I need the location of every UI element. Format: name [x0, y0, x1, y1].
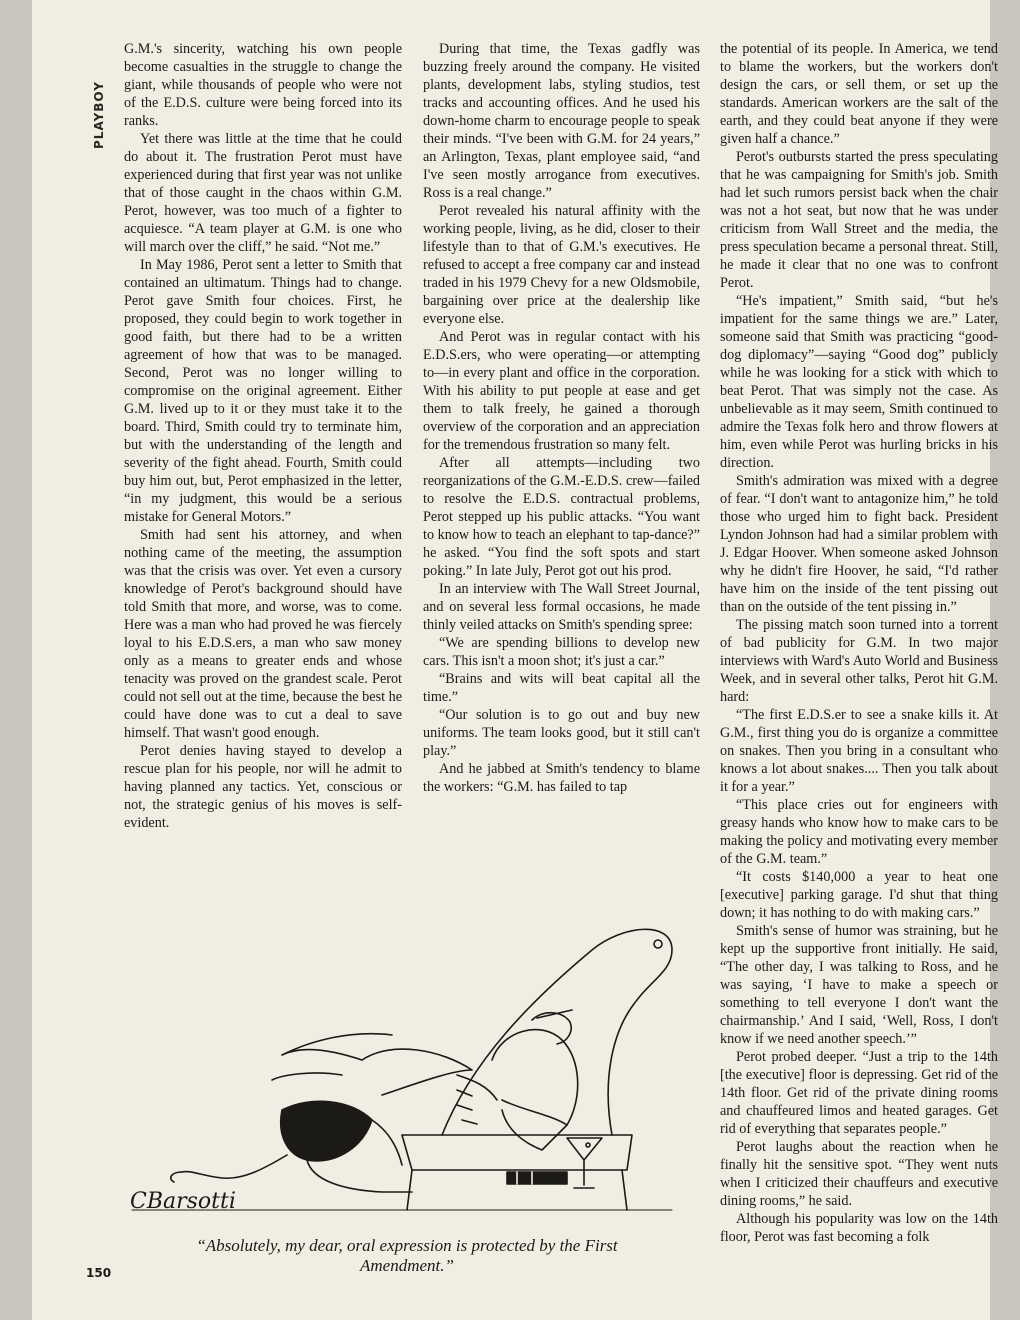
paragraph: “The first E.D.S.er to see a snake kills it. At G.M., first thing you do is organize a committee on snakes. Then you bring in a consultant who knows a lot about snakes.... Then you talk about it for a year.” [720, 707, 998, 795]
paragraph: Perot probed deeper. “Just a trip to the 14th [the executive] floor is depressing. Get rid of the 14th floor. Get rid of the private dining rooms and chauffeured limos and heated garages. Get rid of everything that separates people.” [720, 1049, 998, 1137]
paragraph: the potential of its people. In America, we tend to blame the workers, but the workers don't design the cars, or sell them, or set up the standards. American workers are the salt of the earth, and they could beat anyone if they were given half a chance.” [720, 41, 998, 147]
paragraph: In an interview with The Wall Street Journal, and on several less formal occasions, he made thinly veiled attacks on Smith's spending spree: [423, 581, 700, 633]
paragraph: Perot's outbursts started the press speculating that he was campaigning for Smith's job. Smith had let such rumors persist back when the chair was not a hot seat, but now that he was under criticism from Wall Street and the media, the press speculation became a personal threat. Still, he made it clear that no one was to confront Perot. [720, 149, 998, 291]
paragraph: G.M.'s sincerity, watching his own people become casualties in the struggle to change the giant, while thousands of people who were not of the E.D.S. culture were being forced into its ranks. [124, 41, 402, 129]
paragraph: Perot denies having stayed to develop a rescue plan for his people, nor will he admit to having planned any tactics. Yet, conscious or not, the strategic genius of his moves is self-evident. [124, 743, 402, 831]
magazine-page [32, 0, 998, 1320]
artist-signature: CBarsotti [130, 1189, 236, 1214]
paragraph: And Perot was in regular contact with his E.D.S.ers, who were operating—or attempting to—in every plant and office in the corporation. With his ability to put people at ease and get them to talk freely, he gained a thorough overview of the corporation and an appreciation for the tremendous frustration so many felt. [423, 329, 700, 453]
paragraph: “This place cries out for engineers with greasy hands who know how to make cars to be making the policy and motivating every member of the G.M. team.” [720, 797, 998, 867]
paragraph: During that time, the Texas gadfly was buzzing freely around the company. He visited plants, development labs, styling studios, test tracks and accounting offices. And he used his down-home charm to encourage people to speak their minds. “I've been with G.M. for 24 years,” an Arlington, Texas, plant employee said, “and I've seen mostly arrogance from executives. Ross is a real change.” [423, 41, 700, 201]
paragraph: “It costs $140,000 a year to heat one [executive] parking garage. I'd shut that thing down; it has nothing to do with making cars.” [720, 869, 998, 921]
paragraph: The pissing match soon turned into a torrent of bad publicity for G.M. In two major interviews with Ward's Auto World and Business Week, and in several other talks, Perot hit G.M. hard: [720, 617, 998, 705]
page-number: 150 [86, 1266, 112, 1280]
paragraph: Smith's sense of humor was straining, but he kept up the supportive front initially. He said, “The other day, I was talking to Ross, and he was saying, ‘I have to make a speech or something to tell everyone I don't want the chairmanship.’ And I said, ‘Well, Ross, I don't know if we need another speech.’” [720, 923, 998, 1047]
paragraph: Smith's admiration was mixed with a degree of fear. “I don't want to antagonize him,” he told those who urged him to fight back. President Lyndon Johnson had had a similar problem with J. Edgar Hoover. When someone asked Johnson why he didn't fire Hoover, he said, “I'd rather have him on the inside of the tent pissing out than on the outside of the tent pissing in.” [720, 473, 998, 615]
paragraph: Perot revealed his natural affinity with the working people, living, as he did, closer to their lifestyle than to that of G.M.'s executives. He refused to accept a free company car and instead traded in his 1979 Chevy for a new Oldsmobile, bargaining over price at the dealership like everyone else. [423, 203, 700, 327]
magazine-masthead: PLAYBOY [92, 81, 106, 149]
paragraph: Yet there was little at the time that he could do about it. The frustration Perot must have experienced during that first year was not unlike that of those caught in the chaos within G.M. Perot, however, was too much of a fighter to acquiesce. “A team player at G.M. is one who will march over the cliff,” he said. “Not me.” [124, 131, 402, 255]
paragraph: Smith had sent his attorney, and when nothing came of the meeting, the assumption was that the crisis was over. Yet even a cursory knowledge of Perot's background should have told Smith that more, and worse, was to come. Here was a man who had proved he was fiercely loyal to his E.D.S.ers, a man who saw money only as a means to greater ends and whose tenacity was proved on the grandest scale. Perot could not sell out at the time, because the best he could have done was to cut a deal to save himself. That wasn't good enough. [124, 527, 402, 741]
paragraph: Although his popularity was low on the 14th floor, Perot was fast becoming a folk [720, 1211, 998, 1245]
text-column-1 [124, 40, 402, 832]
text-column-2 [423, 40, 700, 796]
text-column-3 [720, 40, 998, 1246]
paragraph: “He's impatient,” Smith said, “but he's impatient for the same things we are.” Later, someone said that Smith was practicing “good-dog diplomacy”—saying “Good dog” publicly while he was looking for a stick with which to beat Perot. That was simply not the case. As unbelievable as it may seem, Smith continued to admire the Texas folk hero and throw flowers at him, even while Perot was hurling bricks in his direction. [720, 293, 998, 471]
paragraph: Perot laughs about the reaction when he finally hit the sensitive spot. “They went nuts when I criticized their chauffeurs and executive dining rooms,” he said. [720, 1139, 998, 1209]
cartoon-illustration [112, 910, 692, 1230]
paragraph: “Our solution is to go out and buy new uniforms. The team looks good, but it still can't play.” [423, 707, 700, 759]
paragraph: “We are spending billions to develop new cars. This isn't a moon shot; it's just a car.” [423, 635, 700, 669]
paragraph: In May 1986, Perot sent a letter to Smith that contained an ultimatum. Things had to change. Perot gave Smith four choices. First, he proposed, they could begin to work together in good faith, but there had to be a written agreement of how that was to be managed. Second, Perot was no longer willing to compromise on the original agreement. Either G.M. lived up to it or they must take it to the board. Third, Smith could try to terminate him, but with the understanding of the length and severity of the fight ahead. Fourth, Smith could buy him out, but, Perot emphasized in the letter, “in my judgment, this would be a serious mistake for General Motors.” [124, 257, 402, 525]
paragraph: After all attempts—including two reorganizations of the G.M.-E.D.S. crew—failed to resolve the E.D.S. contractual problems, Perot stepped up his public attacks. “You want to know how to teach an elephant to tap-dance?” he asked. “You find the soft spots and start poking.” In late July, Perot got out his prod. [423, 455, 700, 579]
paragraph: “Brains and wits will beat capital all the time.” [423, 671, 700, 705]
paragraph: And he jabbed at Smith's tendency to blame the workers: “G.M. has failed to tap [423, 761, 700, 795]
cartoon-caption: “Absolutely, my dear, oral expression is protected by the First Amendment.” [196, 1236, 618, 1275]
